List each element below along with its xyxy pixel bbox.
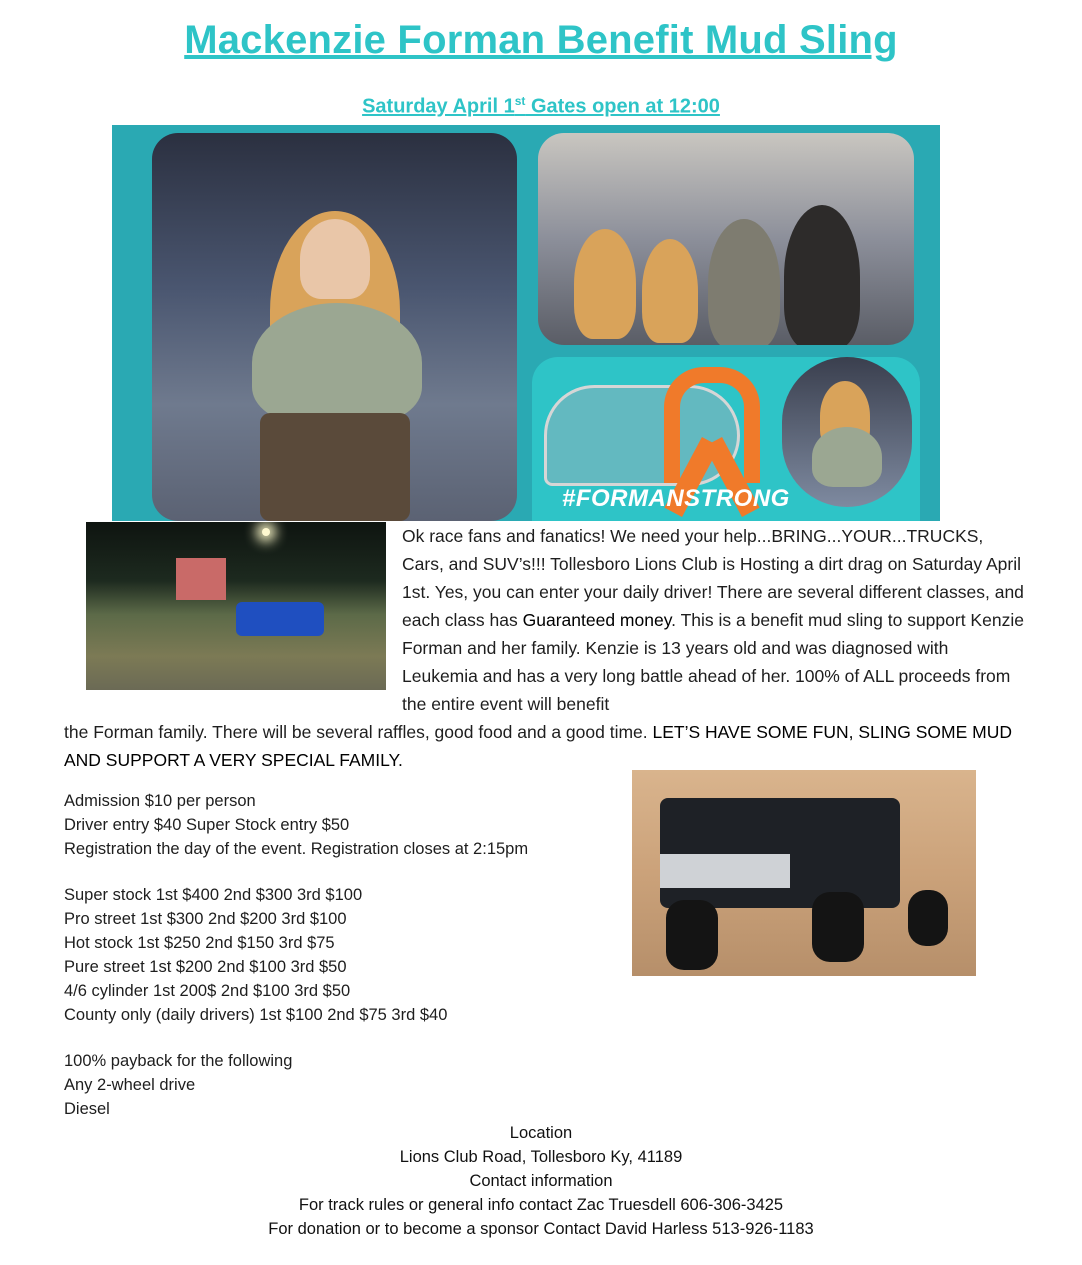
list-item: 4/6 cylinder 1st 200$ 2nd $100 3rd $50 [64, 982, 351, 1000]
list-item: Any 2-wheel drive [64, 1076, 196, 1094]
hashtag-text: #FORMANSTRONG [562, 485, 790, 512]
kenzie-small-photo [782, 357, 912, 507]
list-item: Pure street 1st $200 2nd $100 3rd $50 [64, 958, 347, 976]
list-item: Admission $10 per person [64, 792, 256, 810]
night-dirt-drag-photo [86, 522, 386, 690]
intro-paragraph: Ok race fans and fanatics! We need your help...BRING...YOUR...TRUCKS, Cars, and SUV’s!!! Tollesboro Lions Club is Hosting a dirt drag on Saturday April 1st. Yes, you can enter your daily driver! There are several different classes, and each class has Guaranteed money. This is a benefit mud sling to support Kenzie Forman and her family. Kenzie is 13 years old and was diagnosed with Leukemia and has a very long battle ahead of her. 100% of ALL proceeds from the entire event will benefit [402, 526, 1024, 714]
event-date-gates: Gates open at 12:00 [525, 95, 720, 118]
kenzie-portrait-photo [152, 133, 517, 521]
location-address: Lions Club Road, Tollesboro Ky, 41189 [399, 1148, 683, 1166]
track-rules-contact: For track rules or general info contact Zac Truesdell 606-306-3425 [298, 1196, 784, 1214]
list-item: County only (daily drivers) 1st $100 2nd $75 3rd $40 [64, 1006, 448, 1024]
location-label: Location [509, 1124, 573, 1142]
call-to-action-text: LET’S HAVE SOME FUN, SLING SOME MUD AND SUPPORT A VERY SPECIAL FAMILY. [64, 722, 1012, 770]
dodge-truck-photo [632, 770, 976, 976]
list-item: Hot stock 1st $250 2nd $150 3rd $75 [64, 934, 335, 952]
blue-truck-image [236, 602, 324, 636]
list-item: Registration the day of the event. Registration closes at 2:15pm [64, 840, 529, 858]
awareness-ribbon-graphic [532, 357, 920, 521]
prizes-list [64, 883, 447, 1027]
list-item: Pro street 1st $300 2nd $200 3rd $100 [64, 910, 347, 928]
list-item: Driver entry $40 Super Stock entry $50 [64, 816, 350, 834]
event-date-main: Saturday April 1 [362, 95, 515, 118]
orange-ribbon-icon [664, 367, 760, 483]
photo-collage [112, 125, 940, 521]
contact-label: Contact information [469, 1172, 613, 1190]
location-contact-footer [0, 1121, 1082, 1241]
guaranteed-money-text: Guaranteed money [522, 610, 672, 630]
intro-paragraph-continued: the Forman family. There will be several raffles, good food and a good time. LET’S HAVE SOME FUN, SLING SOME MUD AND SUPPORT A VERY SPECIAL FAMILY. [64, 722, 1012, 770]
flyer-title: Mackenzie Forman Benefit Mud Sling [184, 18, 898, 62]
list-item: Super stock 1st $400 2nd $300 3rd $100 [64, 886, 363, 904]
list-item: Diesel [64, 1100, 110, 1118]
fees-list [64, 789, 528, 861]
family-photo [538, 133, 914, 345]
sponsor-contact: For donation or to become a sponsor Contact David Harless 513-926-1183 [268, 1220, 814, 1238]
payback-list [64, 1049, 292, 1121]
event-date [0, 94, 1082, 119]
event-date-suffix: st [514, 94, 526, 108]
list-item: 100% payback for the following [64, 1052, 293, 1070]
